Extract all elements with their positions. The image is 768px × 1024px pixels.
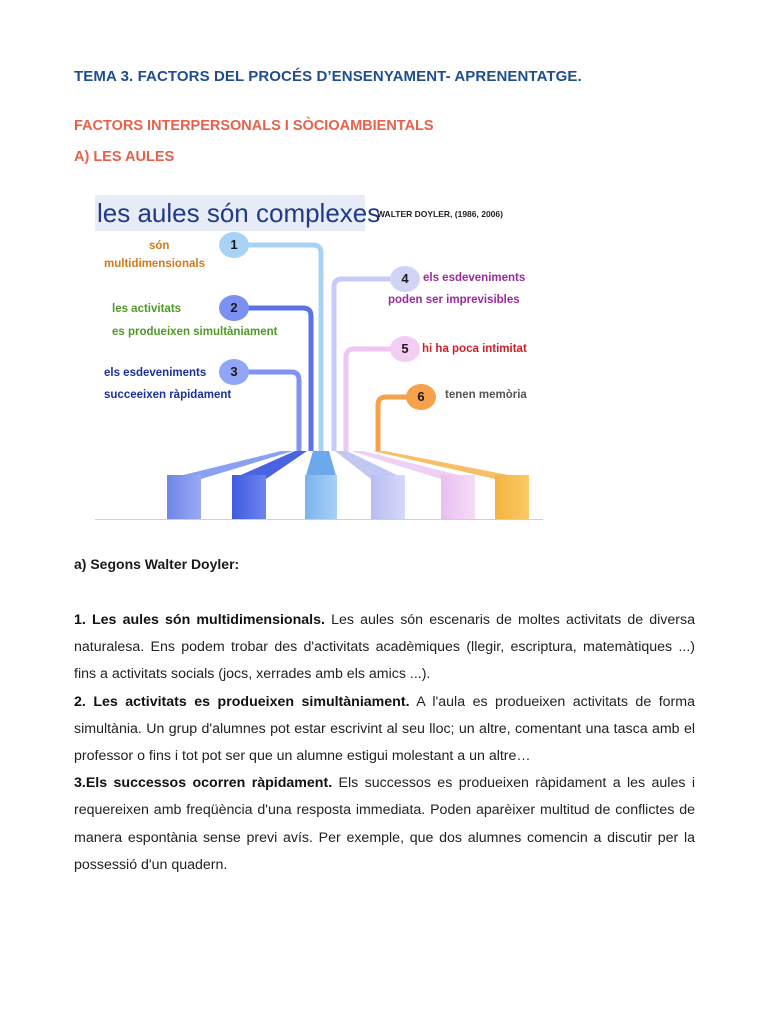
column-4 [371, 475, 405, 520]
item-3-line2: succeeixen ràpidament [104, 389, 232, 401]
number-bubble-3: 3 [219, 359, 249, 385]
column-2 [232, 475, 266, 520]
item-1-line1: són [149, 240, 170, 252]
point-1-lead: 1. Les aules són multidimensionals. [74, 612, 325, 628]
point-1-text: Les aules són escenaris de moltes activitats de diversa naturalesa. Ens podem trobar des d'activitats acadèmiques (llegir, escriptura, matemàtiques ...) fins a activitats socials (jocs, xerrades amb els amics ...). [74, 612, 696, 683]
number-bubble-6: 6 [406, 384, 436, 410]
line-6 [378, 397, 407, 451]
point-3-text: Els successos es produeixen ràpidament a les aules i requereixen amb freqüència d'una resposta immediata. Poden aparèixer multitud de conflictes de manera espontània sense previ avís. Per exemple, que dos alumnes comencin a discutir per la possessió d'un quadern. [74, 775, 695, 873]
number-bubble-5: 5 [390, 336, 420, 362]
point-1 [74, 607, 695, 689]
line-5 [346, 349, 391, 451]
number-bubble-4: 4 [390, 266, 420, 292]
item-4-line2: poden ser imprevisibles [388, 294, 520, 306]
number-bubble-1: 1 [219, 232, 249, 258]
column-3 [305, 475, 337, 520]
item-2-line1: les activitats [112, 303, 182, 315]
subsection-title: A) LES AULES [74, 149, 175, 165]
point-2 [74, 689, 695, 771]
doyler-heading: a) Segons Walter Doyler: [74, 556, 240, 572]
point-3 [74, 770, 695, 879]
column-1 [167, 475, 201, 520]
point-2-text: A l'aula es produeixen activitats de forma simultània. Un grup d'alumnes pot estar escrivint al seu lloc; un altre, comentant una tasca amb el professor o fins i tot pot ser que un alumne estigui molestant a un altre… [74, 693, 695, 765]
point-3-lead: 3.Els successos ocorren ràpidament. [74, 775, 333, 792]
section-title: FACTORS INTERPERSONALS I SÒCIOAMBIENTALS [74, 118, 434, 134]
line-3 [247, 372, 299, 451]
column-6 [495, 475, 529, 520]
item-4-line1: els esdeveniments [423, 272, 526, 284]
column-5 [441, 475, 475, 520]
item-6-line1: tenen memòria [445, 389, 527, 401]
item-3-line1: els esdeveniments [104, 367, 207, 379]
item-5-line1: hi ha poca intimitat [422, 343, 527, 355]
page-title: TEMA 3. FACTORS DEL PROCÉS D’ENSENYAMENT- APRENENTATGE. [74, 68, 582, 85]
number-bubble-2: 2 [219, 295, 249, 321]
point-2-lead: 2. Les activitats es produeixen simultàniament. [74, 693, 410, 710]
diagram-citation: WALTER DOYLER, (1986, 2006) [377, 209, 503, 219]
item-1-line2: multidimensionals [104, 258, 205, 270]
body-text [74, 607, 695, 879]
item-2-line2: es produeixen simultàniament [112, 326, 278, 338]
funnel-tip-3 [305, 451, 337, 479]
complex-classrooms-diagram [95, 195, 543, 520]
diagram-title: les aules són complexes [95, 195, 365, 231]
line-4 [334, 279, 391, 451]
